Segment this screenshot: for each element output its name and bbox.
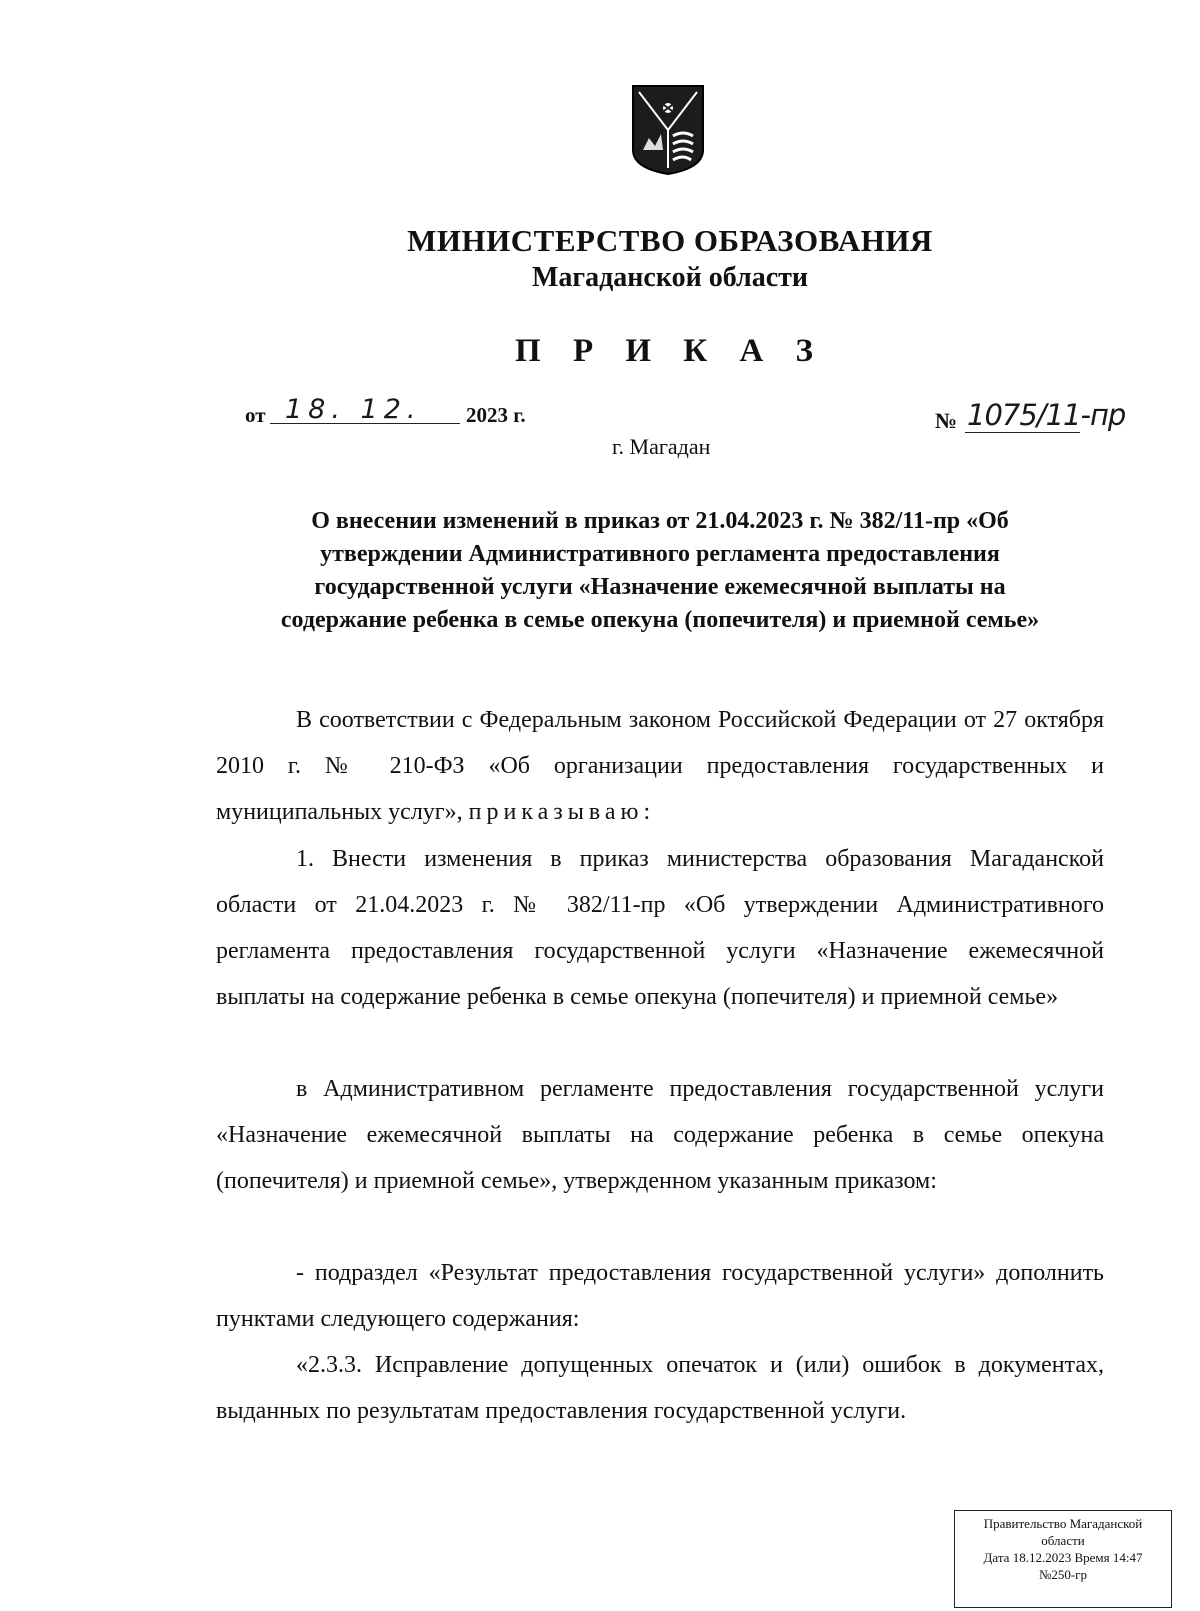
stamp-line: области [1041, 1533, 1085, 1548]
number-sign: № [935, 408, 958, 433]
coat-of-arms-icon [629, 84, 707, 176]
preamble-text: В соответствии с Федеральным законом Российской Федерации от 27 октября 2010 г. № 210-ФЗ «Об организации предоставления государственных и муниципальных услуг», [216, 707, 1104, 825]
body-paragraph-2 [216, 836, 1104, 1020]
subject-line: государственной услуги «Назначение ежемесячной выплаты на [314, 574, 1006, 600]
year-suffix: 2023 г. [466, 403, 526, 427]
registration-stamp [954, 1510, 1172, 1608]
clause-1-text: 1. Внести изменения в приказ министерства образования Магаданской области от 21.04.2023 г. № 382/11-пр «Об утверждении Административного регламента предоставления государственной услуги «Назначение ежемесячной выплаты на содержание ребенка в семье опекуна (попечителя) и приемной семье» [216, 846, 1104, 1010]
regulation-text: в Административном регламенте предоставления государственной услуги «Назначение ежемесячной выплаты на содержание ребенка в семье опекуна (попечителя) и приемной семье», утвержденном указанным приказом: [216, 1076, 1104, 1194]
order-number-handwritten: 1075/11-пр [967, 398, 1126, 432]
body-paragraph-1 [216, 697, 1104, 835]
stamp-line: Дата 18.12.2023 Время 14:47 [983, 1550, 1143, 1565]
body-paragraph-5 [216, 1342, 1104, 1434]
body-paragraph-3 [216, 1066, 1104, 1204]
ministry-title: МИНИСТЕРСТВО ОБРАЗОВАНИЯ [407, 223, 933, 258]
date-prefix: от [245, 403, 266, 427]
stamp-line: Правительство Магаданской [983, 1516, 1143, 1531]
number-underline [965, 432, 1080, 433]
subject-line: О внесении изменений в приказ от 21.04.2023 г. № 382/11-пр «Об [311, 508, 1009, 534]
subject-line: утверждении Административного регламента предоставления [320, 541, 1000, 567]
stamp-line: №250-гр [1038, 1567, 1088, 1582]
subject-line: содержание ребенка в семье опекуна (попечителя) и приемной семье» [280, 607, 1040, 633]
city: г. Магадан [612, 434, 711, 459]
item-2-3-3-text: «2.3.3. Исправление допущенных опечаток и (или) ошибок в документах, выданных по результатам предоставления государственной услуги. [216, 1352, 1104, 1424]
order-subject [220, 505, 1100, 637]
document-type: П Р И К А З [515, 333, 825, 369]
ministry-region: Магаданской области [531, 262, 809, 293]
body-paragraph-4 [216, 1250, 1104, 1342]
subsection-text: - подраздел «Результат предоставления государственной услуги» дополнить пунктами следующего содержания: [216, 1260, 1104, 1332]
order-word: приказываю: [468, 799, 656, 825]
date-handwritten: 18. 12. [285, 394, 422, 425]
